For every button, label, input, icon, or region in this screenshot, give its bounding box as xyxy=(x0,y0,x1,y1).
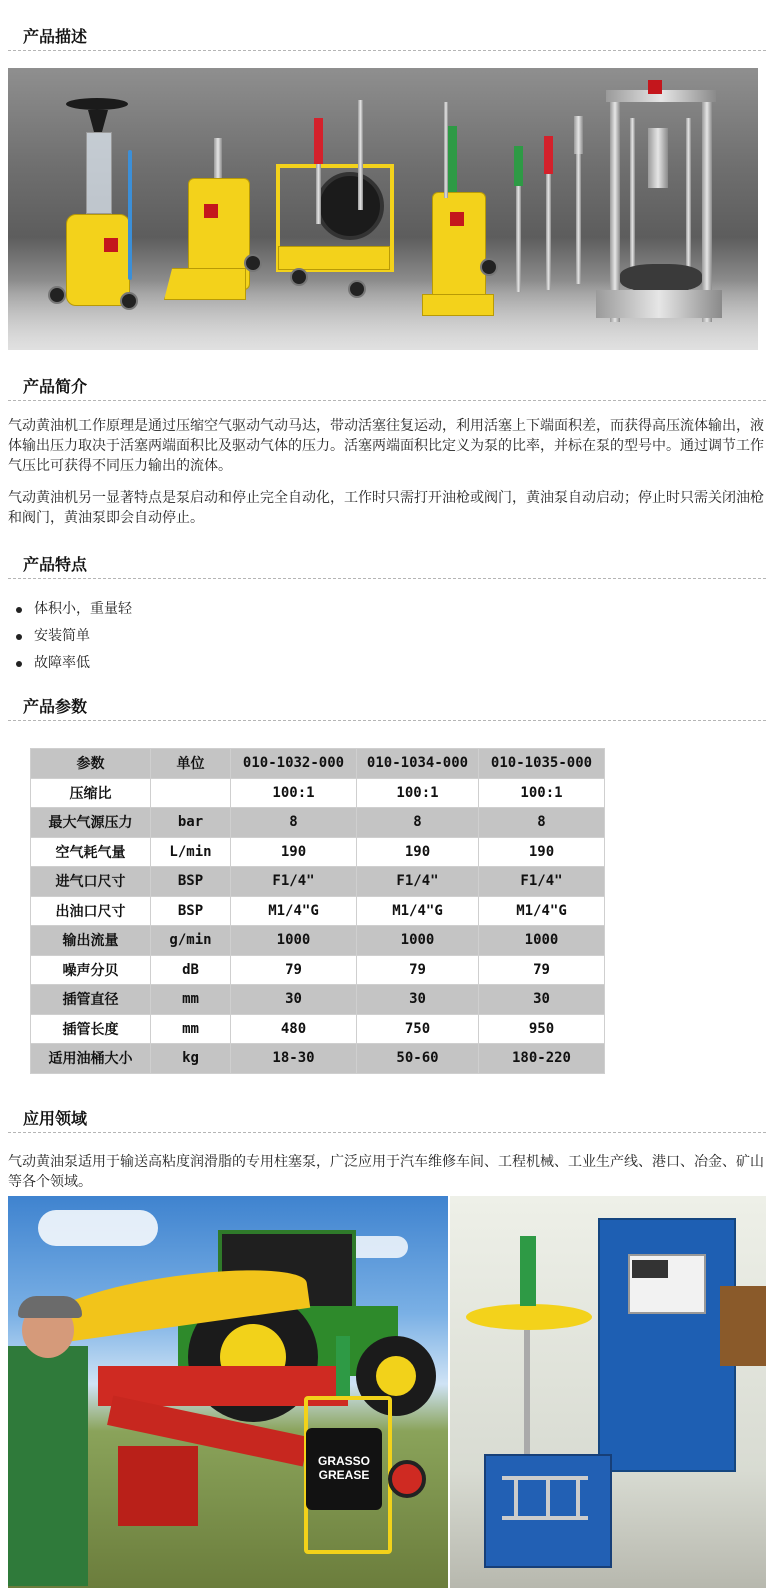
table-cell: M1/4"G xyxy=(231,896,357,926)
table-row xyxy=(31,985,605,1015)
table-cell: 100:1 xyxy=(357,778,479,808)
table-cell: 190 xyxy=(231,837,357,867)
product-banner-image xyxy=(8,68,758,350)
table-cell: 100:1 xyxy=(231,778,357,808)
table-cell: 750 xyxy=(357,1014,479,1044)
bucket-label-grease: GREASE xyxy=(318,1468,370,1482)
section-title-text: 产品特点 xyxy=(23,555,88,574)
table-cell: 1000 xyxy=(231,926,357,956)
section-title-text: 产品参数 xyxy=(23,697,88,716)
section-title-intro xyxy=(8,370,766,401)
table-row xyxy=(31,837,605,867)
table-cell: 最大气源压力 xyxy=(31,808,151,838)
table-cell: 190 xyxy=(357,837,479,867)
table-row xyxy=(31,896,605,926)
parameters-table xyxy=(30,748,605,1074)
table-cell: 79 xyxy=(357,955,479,985)
table-cell: 950 xyxy=(479,1014,605,1044)
table-cell: BSP xyxy=(151,867,231,897)
table-cell: 插管长度 xyxy=(31,1014,151,1044)
table-row xyxy=(31,867,605,897)
table-row xyxy=(31,1014,605,1044)
table-cell: mm xyxy=(151,1014,231,1044)
table-cell: M1/4"G xyxy=(357,896,479,926)
table-cell: g/min xyxy=(151,926,231,956)
section-title-description xyxy=(8,20,766,51)
table-cell: 适用油桶大小 xyxy=(31,1044,151,1074)
table-cell: 插管直径 xyxy=(31,985,151,1015)
table-cell: 180-220 xyxy=(479,1044,605,1074)
table-header-cell: 010-1035-000 xyxy=(479,749,605,779)
grease-bucket xyxy=(306,1428,382,1510)
table-header-cell: 单位 xyxy=(151,749,231,779)
table-cell: BSP xyxy=(151,896,231,926)
table-cell: 79 xyxy=(479,955,605,985)
table-row xyxy=(31,955,605,985)
table-cell: 8 xyxy=(231,808,357,838)
bucket-label-grasso: GRASSO xyxy=(317,1454,370,1468)
table-row xyxy=(31,808,605,838)
section-title-text: 产品描述 xyxy=(23,27,88,46)
table-header-cell: 参数 xyxy=(31,749,151,779)
table-cell: 30 xyxy=(231,985,357,1015)
table-cell: F1/4" xyxy=(357,867,479,897)
table-cell: 480 xyxy=(231,1014,357,1044)
feature-item: 体积小，重量轻 xyxy=(14,596,132,623)
table-cell: 18-30 xyxy=(231,1044,357,1074)
table-cell: 8 xyxy=(479,808,605,838)
applications-paragraph: 气动黄油泵适用于输送高粘度润滑脂的专用柱塞泵，广泛应用于汽车维修车间、工程机械、工业生产线、港口、冶金、矿山等各个领域。 xyxy=(8,1154,764,1190)
table-cell: 噪声分贝 xyxy=(31,955,151,985)
table-header-cell: 010-1032-000 xyxy=(231,749,357,779)
table-cell: 8 xyxy=(357,808,479,838)
table-cell: 1000 xyxy=(357,926,479,956)
table-cell: F1/4" xyxy=(479,867,605,897)
table-cell: 50-60 xyxy=(357,1044,479,1074)
section-title-features xyxy=(8,548,766,579)
table-cell: 进气口尺寸 xyxy=(31,867,151,897)
table-cell: mm xyxy=(151,985,231,1015)
table-cell: 100:1 xyxy=(479,778,605,808)
section-title-text: 产品简介 xyxy=(23,377,88,396)
features-list xyxy=(14,596,132,677)
intro-paragraph-1: 气动黄油机工作原理是通过压缩空气驱动气动马达，带动活塞往复运动，利用活塞上下端面积差，而获得高压流体输出，液体输出压力取决于活塞两端面积比及驱动气体的压力。活塞两端面积比定义为泵的比率，并标在泵的型号中。通过调节工作气压比可获得不同压力输出的流体。 xyxy=(8,418,764,474)
table-cell: 输出流量 xyxy=(31,926,151,956)
table-header-row xyxy=(31,749,605,779)
table-cell: 79 xyxy=(231,955,357,985)
table-cell: 出油口尺寸 xyxy=(31,896,151,926)
table-cell: kg xyxy=(151,1044,231,1074)
table-row xyxy=(31,778,605,808)
table-cell: L/min xyxy=(151,837,231,867)
section-title-applications xyxy=(8,1102,766,1133)
table-cell: 空气耗气量 xyxy=(31,837,151,867)
intro-paragraph-2: 气动黄油机另一显著特点是泵启动和停止完全自动化，工作时只需打开油枪或阀门，黄油泵自动启动；停止时只需关闭油枪和阀门，黄油泵即会自动停止。 xyxy=(8,490,764,526)
feature-item: 安装简单 xyxy=(14,623,132,650)
table-cell: 30 xyxy=(357,985,479,1015)
table-cell: bar xyxy=(151,808,231,838)
table-cell: 1000 xyxy=(479,926,605,956)
table-header-cell: 010-1034-000 xyxy=(357,749,479,779)
pump-control-cabinet-photo xyxy=(450,1196,766,1588)
table-cell: dB xyxy=(151,955,231,985)
table-cell: 30 xyxy=(479,985,605,1015)
section-title-text: 应用领域 xyxy=(23,1109,88,1128)
section-title-params xyxy=(8,690,766,721)
table-cell: 190 xyxy=(479,837,605,867)
table-cell: 压缩比 xyxy=(31,778,151,808)
feature-item: 故障率低 xyxy=(14,650,132,677)
table-cell: M1/4"G xyxy=(479,896,605,926)
table-cell: F1/4" xyxy=(231,867,357,897)
table-row xyxy=(31,1044,605,1074)
table-row xyxy=(31,926,605,956)
table-cell xyxy=(151,778,231,808)
tractor-greasing-photo xyxy=(8,1196,448,1588)
